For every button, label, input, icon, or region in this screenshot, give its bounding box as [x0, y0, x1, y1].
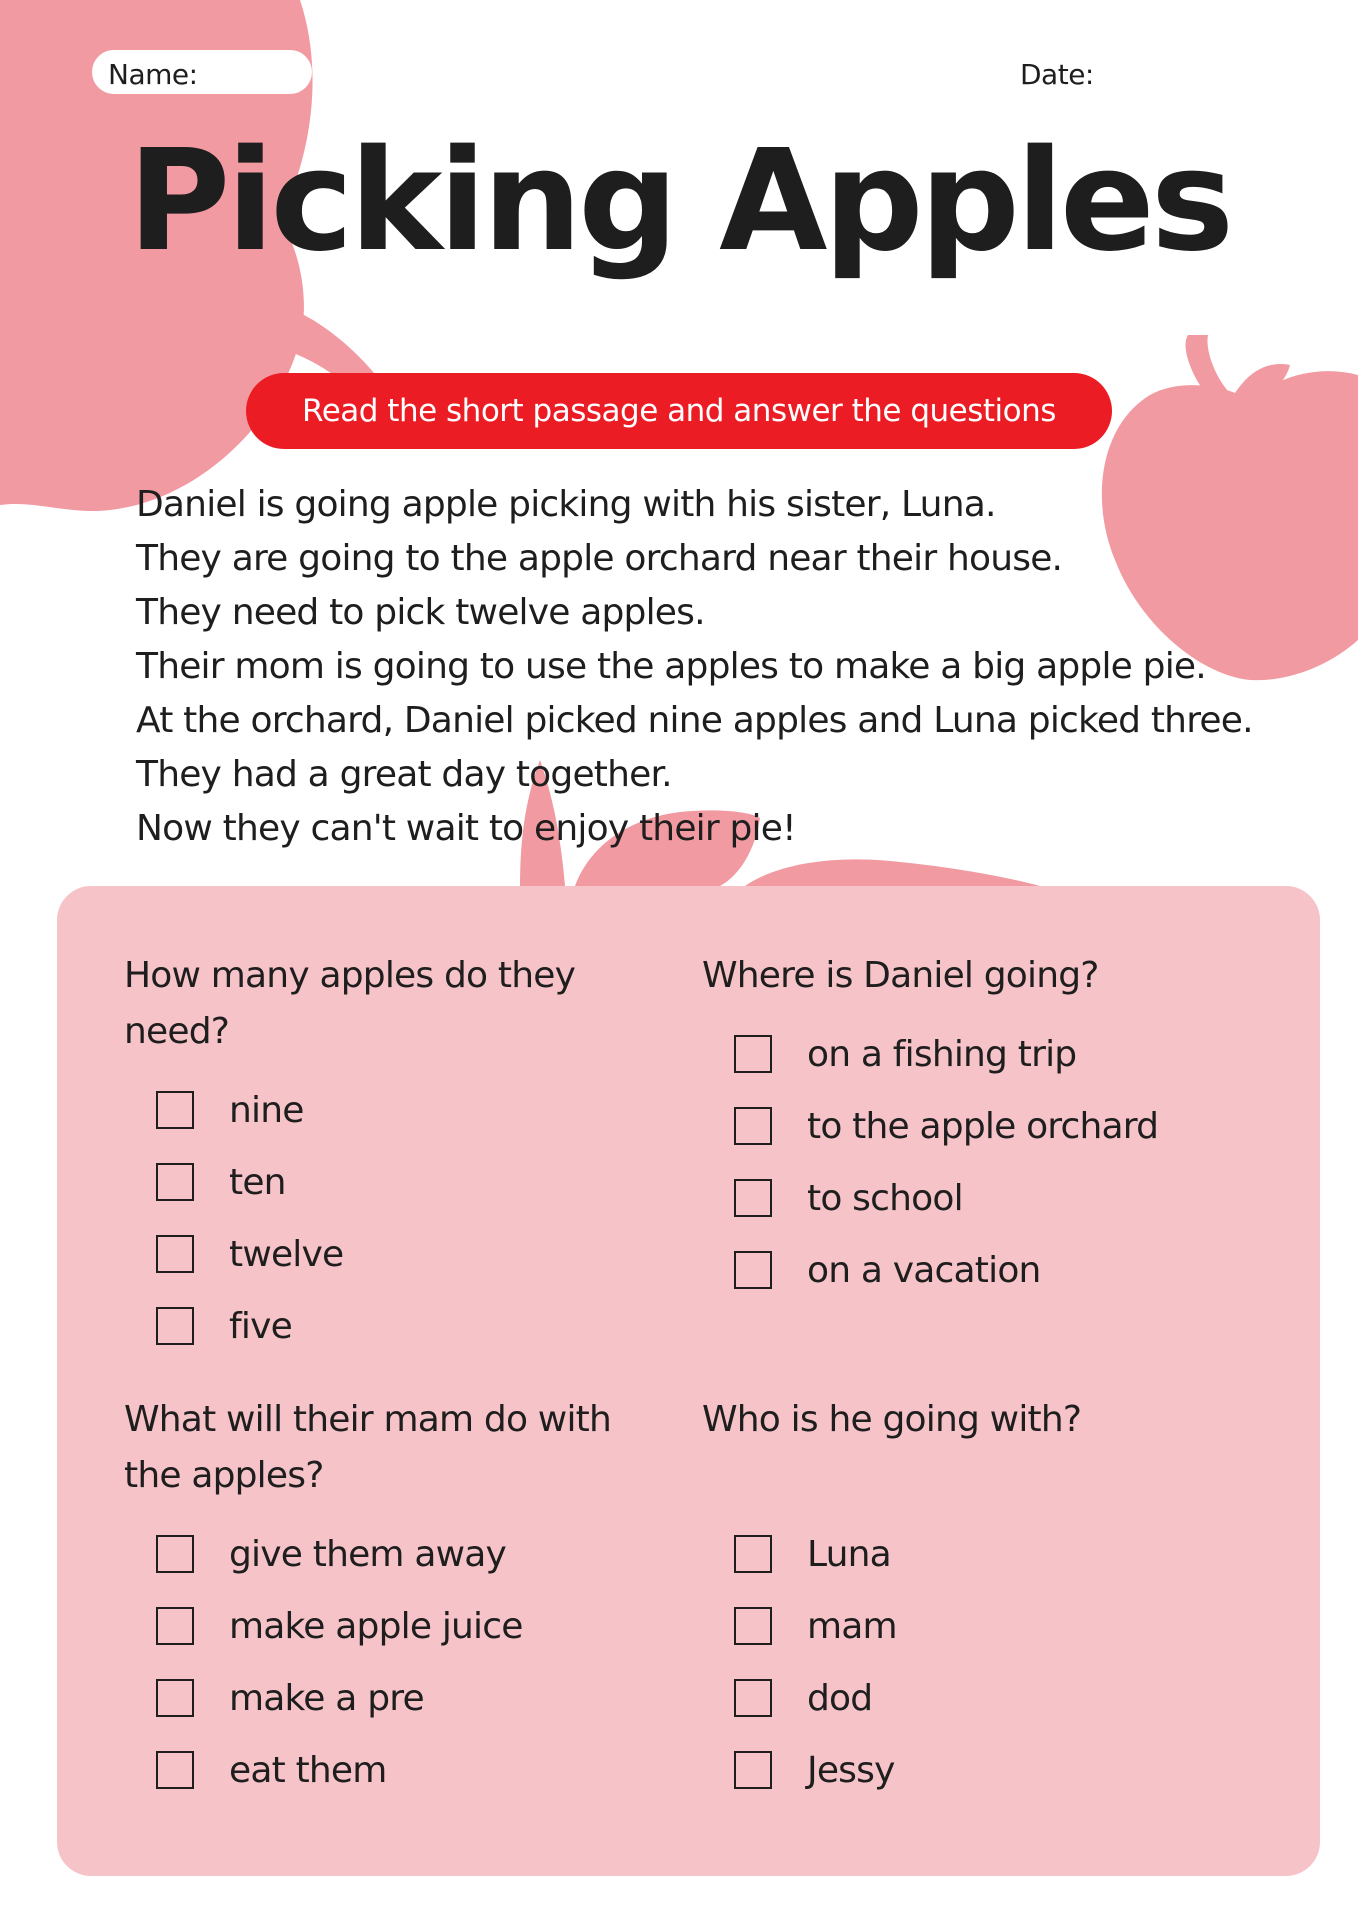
date-label: Date: — [1020, 58, 1094, 91]
checkbox[interactable] — [734, 1107, 772, 1145]
option-label: nine — [229, 1089, 304, 1131]
answer-option[interactable] — [702, 1734, 1222, 1806]
name-label: Name: — [108, 58, 198, 91]
checkbox[interactable] — [734, 1035, 772, 1073]
answer-option[interactable] — [124, 1518, 644, 1590]
option-label: on a vacation — [807, 1249, 1041, 1291]
answer-option[interactable] — [702, 1590, 1222, 1662]
option-label: on a fishing trip — [807, 1033, 1077, 1075]
question-1 — [124, 948, 644, 1362]
checkbox[interactable] — [156, 1307, 194, 1345]
question-2 — [702, 948, 1222, 1306]
answer-option[interactable] — [124, 1590, 644, 1662]
answer-option[interactable] — [124, 1146, 644, 1218]
option-label: five — [229, 1305, 292, 1347]
page-title: Picking Apples — [127, 120, 1231, 283]
option-label: to school — [807, 1177, 963, 1219]
checkbox[interactable] — [156, 1235, 194, 1273]
passage-line: They had a great day together. — [136, 754, 672, 795]
option-label: make a pre — [229, 1677, 424, 1719]
question-prompt: Where is Daniel going? — [702, 955, 1099, 996]
option-label: give them away — [229, 1533, 507, 1575]
option-label: make apple juice — [229, 1605, 523, 1647]
checkbox[interactable] — [734, 1751, 772, 1789]
checkbox[interactable] — [156, 1751, 194, 1789]
checkbox[interactable] — [734, 1251, 772, 1289]
checkbox[interactable] — [156, 1607, 194, 1645]
answer-option[interactable] — [702, 1518, 1222, 1590]
question-3 — [124, 1392, 644, 1806]
option-label: dod — [807, 1677, 873, 1719]
answer-option[interactable] — [124, 1074, 644, 1146]
passage-line: At the orchard, Daniel picked nine apples and Luna picked three. — [136, 700, 1253, 741]
answer-option[interactable] — [124, 1218, 644, 1290]
checkbox[interactable] — [734, 1179, 772, 1217]
instructions-banner: Read the short passage and answer the questions — [246, 373, 1112, 449]
option-label: twelve — [229, 1233, 344, 1275]
checkbox[interactable] — [734, 1535, 772, 1573]
option-label: Luna — [807, 1533, 891, 1575]
checkbox[interactable] — [156, 1679, 194, 1717]
passage-line: Daniel is going apple picking with his sister, Luna. — [136, 484, 996, 525]
answer-option[interactable] — [702, 1090, 1222, 1162]
answer-option[interactable] — [124, 1290, 644, 1362]
answer-option[interactable] — [702, 1662, 1222, 1734]
question-prompt: Who is he going with? — [702, 1399, 1082, 1440]
answer-option[interactable] — [702, 1162, 1222, 1234]
option-label: eat them — [229, 1749, 387, 1791]
option-label: Jessy — [807, 1749, 895, 1791]
checkbox[interactable] — [156, 1535, 194, 1573]
passage-line: Now they can't wait to enjoy their pie! — [136, 808, 796, 849]
answer-option[interactable] — [124, 1734, 644, 1806]
checkbox[interactable] — [734, 1679, 772, 1717]
answer-option[interactable] — [702, 1018, 1222, 1090]
reading-passage — [136, 478, 1256, 856]
checkbox[interactable] — [734, 1607, 772, 1645]
question-4 — [702, 1392, 1222, 1806]
passage-line: They need to pick twelve apples. — [136, 592, 705, 633]
answer-option[interactable] — [124, 1662, 644, 1734]
question-prompt: What will their mam do with the apples? — [124, 1399, 611, 1496]
checkbox[interactable] — [156, 1163, 194, 1201]
question-prompt: How many apples do they need? — [124, 955, 576, 1052]
passage-line: Their mom is going to use the apples to make a big apple pie. — [136, 646, 1206, 687]
option-label: mam — [807, 1605, 897, 1647]
option-label: ten — [229, 1161, 286, 1203]
checkbox[interactable] — [156, 1091, 194, 1129]
passage-line: They are going to the apple orchard near their house. — [136, 538, 1063, 579]
option-label: to the apple orchard — [807, 1105, 1159, 1147]
answer-option[interactable] — [702, 1234, 1222, 1306]
